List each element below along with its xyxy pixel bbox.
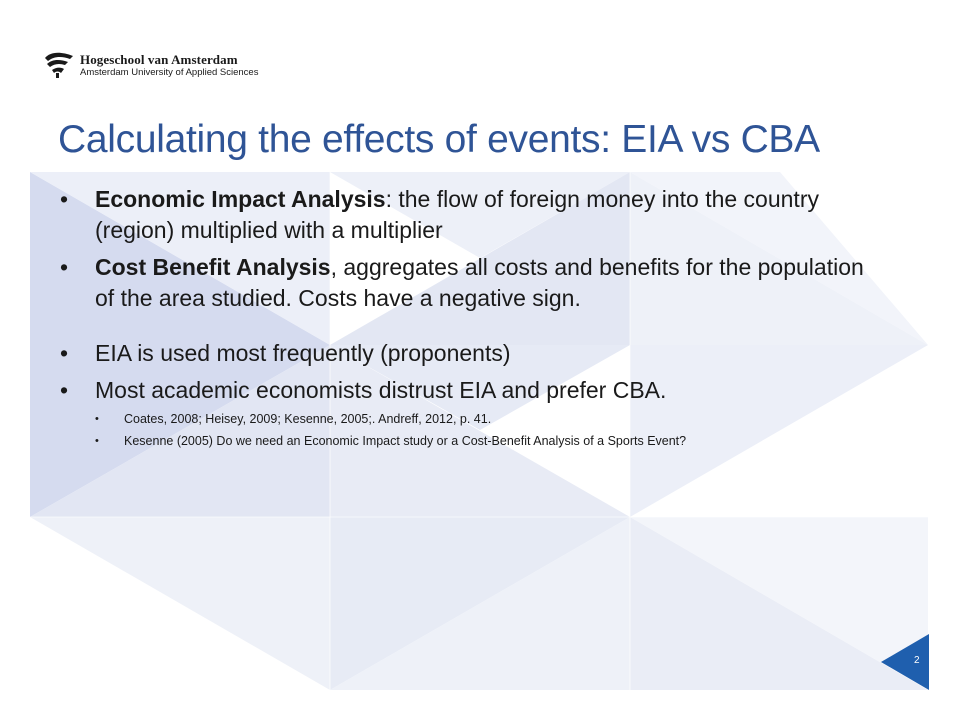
bullet-text: , aggregates all costs and benefits for the population of the area studied. Costs have a negative sign.: [95, 254, 864, 311]
bullet-item-economists: [58, 375, 878, 452]
bullet-text: : the flow of foreign money into the country (region) multiplied with a multiplier: [95, 186, 819, 243]
bullet-text: Most academic economists distrust EIA and prefer CBA.: [95, 377, 667, 403]
bullet-bold-text: Cost Benefit Analysis: [95, 254, 331, 280]
logo-subtitle: Amsterdam University of Applied Sciences: [80, 66, 259, 78]
sub-bullet-citations: • Coates, 2008; Heisey, 2009; Kesenne, 2005;. Andreff, 2012, p. 41.: [95, 408, 878, 430]
logo-name: Hogeschool van Amsterdam: [80, 51, 238, 67]
sub-bullet-list: [95, 408, 878, 452]
bullet-item-eia-usage: [58, 338, 878, 369]
page-number: 2: [914, 655, 920, 666]
bullet-list: [58, 184, 878, 458]
sub-bullet-reference: • Kesenne (2005) Do we need an Economic Impact study or a Cost-Benefit Analysis of a Sports Event?: [95, 430, 878, 452]
bullet-item-eia: [58, 184, 878, 246]
bullet-bold-text: Economic Impact Analysis: [95, 186, 386, 212]
bullet-text: EIA is used most frequently (proponents): [95, 340, 511, 366]
bullet-item-cba: [58, 252, 878, 314]
hva-emblem-icon: [44, 52, 74, 78]
slide-title: Calculating the effects of events: EIA vs CBA: [58, 118, 820, 161]
university-logo: [44, 50, 258, 80]
page-number-badge: [881, 634, 929, 690]
